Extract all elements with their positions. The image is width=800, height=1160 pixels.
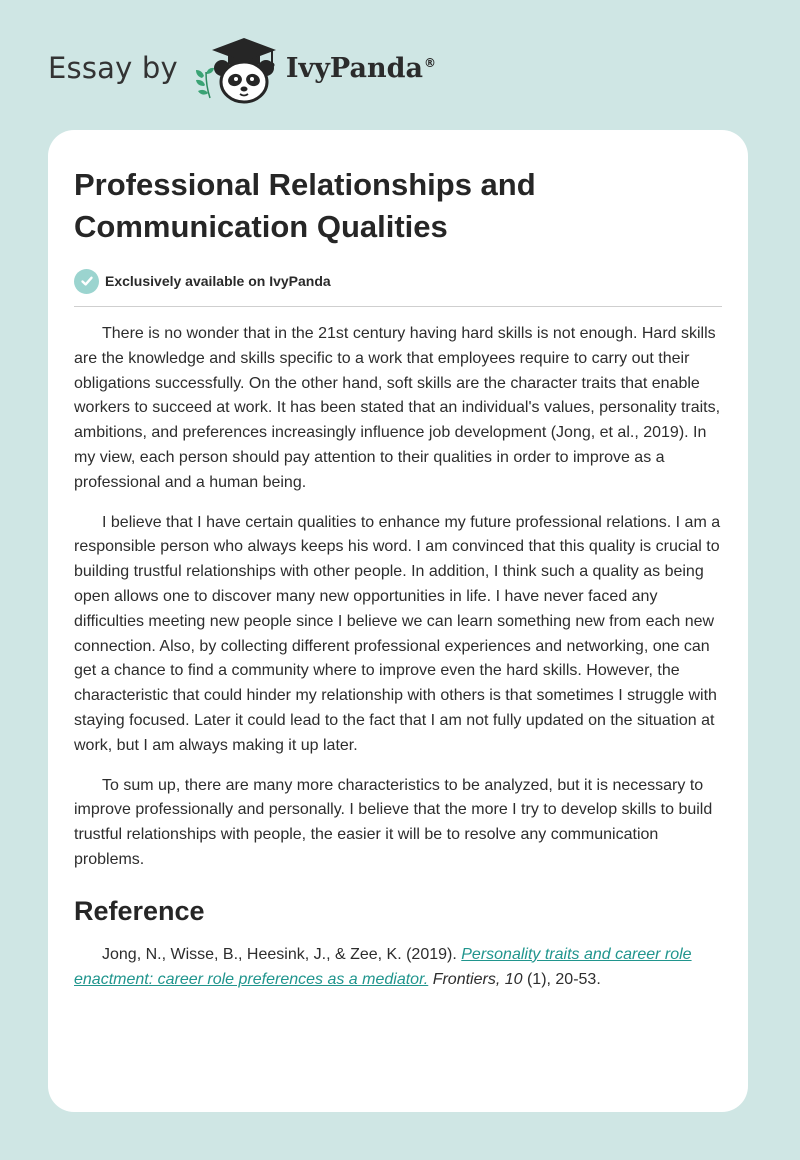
essay-content: [74, 164, 722, 992]
essay-by-label: Essay by: [48, 51, 178, 85]
check-circle-icon: [74, 269, 99, 294]
reference-authors: Jong, N., Wisse, B., Heesink, J., & Zee, K. (2019).: [102, 945, 462, 963]
reference-heading: Reference: [74, 895, 205, 926]
essay-title: Professional Relationships and Communication Qualities: [74, 167, 536, 244]
brand-header: [48, 34, 436, 106]
reference-journal: Frontiers, 10: [432, 970, 523, 988]
ivypanda-logo-icon[interactable]: [192, 34, 282, 106]
brand-name[interactable]: IvyPanda®: [285, 52, 436, 84]
paragraph-1: There is no wonder that in the 21st century having hard skills is not enough. Hard skills are the knowledge and skills specific to a work that employees require to carry out their obligations successfully. On the other hand, soft skills are the character traits that enable workers to succeed at work. It has been stated that an individual's values, personality traits, ambitions, and preferences increasingly influence job development (Jong, et al., 2019). In my view, each person should pay attention to their qualities in order to improve as a professional and a human being.: [74, 325, 721, 491]
essay-card: [48, 130, 748, 1112]
exclusive-badge: [74, 268, 722, 294]
reference-title-link[interactable]: Personality traits and career role enactment: career role preferences as a mediator.: [74, 945, 692, 988]
paragraph-2: I believe that I have certain qualities to enhance my future professional relations. I am a responsible person who always keeps his word. I am convinced that this quality is crucial to building trustful relationships with other people. In addition, I think such a quality as being open allows one to discover many new opportunities in life. I have never faced any difficulties meeting new people since I believe we can learn something new from each new connection. Also, by collecting different professional experiences and networking, one can get a chance to find a community where to improve even the hard skills. However, the characteristic that could hinder my relationship with others is that sometimes I struggle with staying focused. Later it could lead to the fact that I am not fully updated on the situation at work, but I am always making it up later.: [74, 513, 721, 754]
title-divider: [74, 306, 722, 307]
registered-mark: ®: [423, 55, 436, 70]
reference-entry: [74, 943, 722, 993]
exclusive-label: Exclusively available on IvyPanda: [105, 273, 331, 289]
essay-body: [74, 322, 722, 873]
paragraph-3: To sum up, there are many more characteristics to be analyzed, but it is necessary to improve professionally and personally. I believe that the more I try to develop skills to build trustful relationships with people, the easier it will be to resolve any communication problems.: [74, 776, 713, 868]
reference-issue-pages: (1), 20-53.: [522, 970, 601, 988]
